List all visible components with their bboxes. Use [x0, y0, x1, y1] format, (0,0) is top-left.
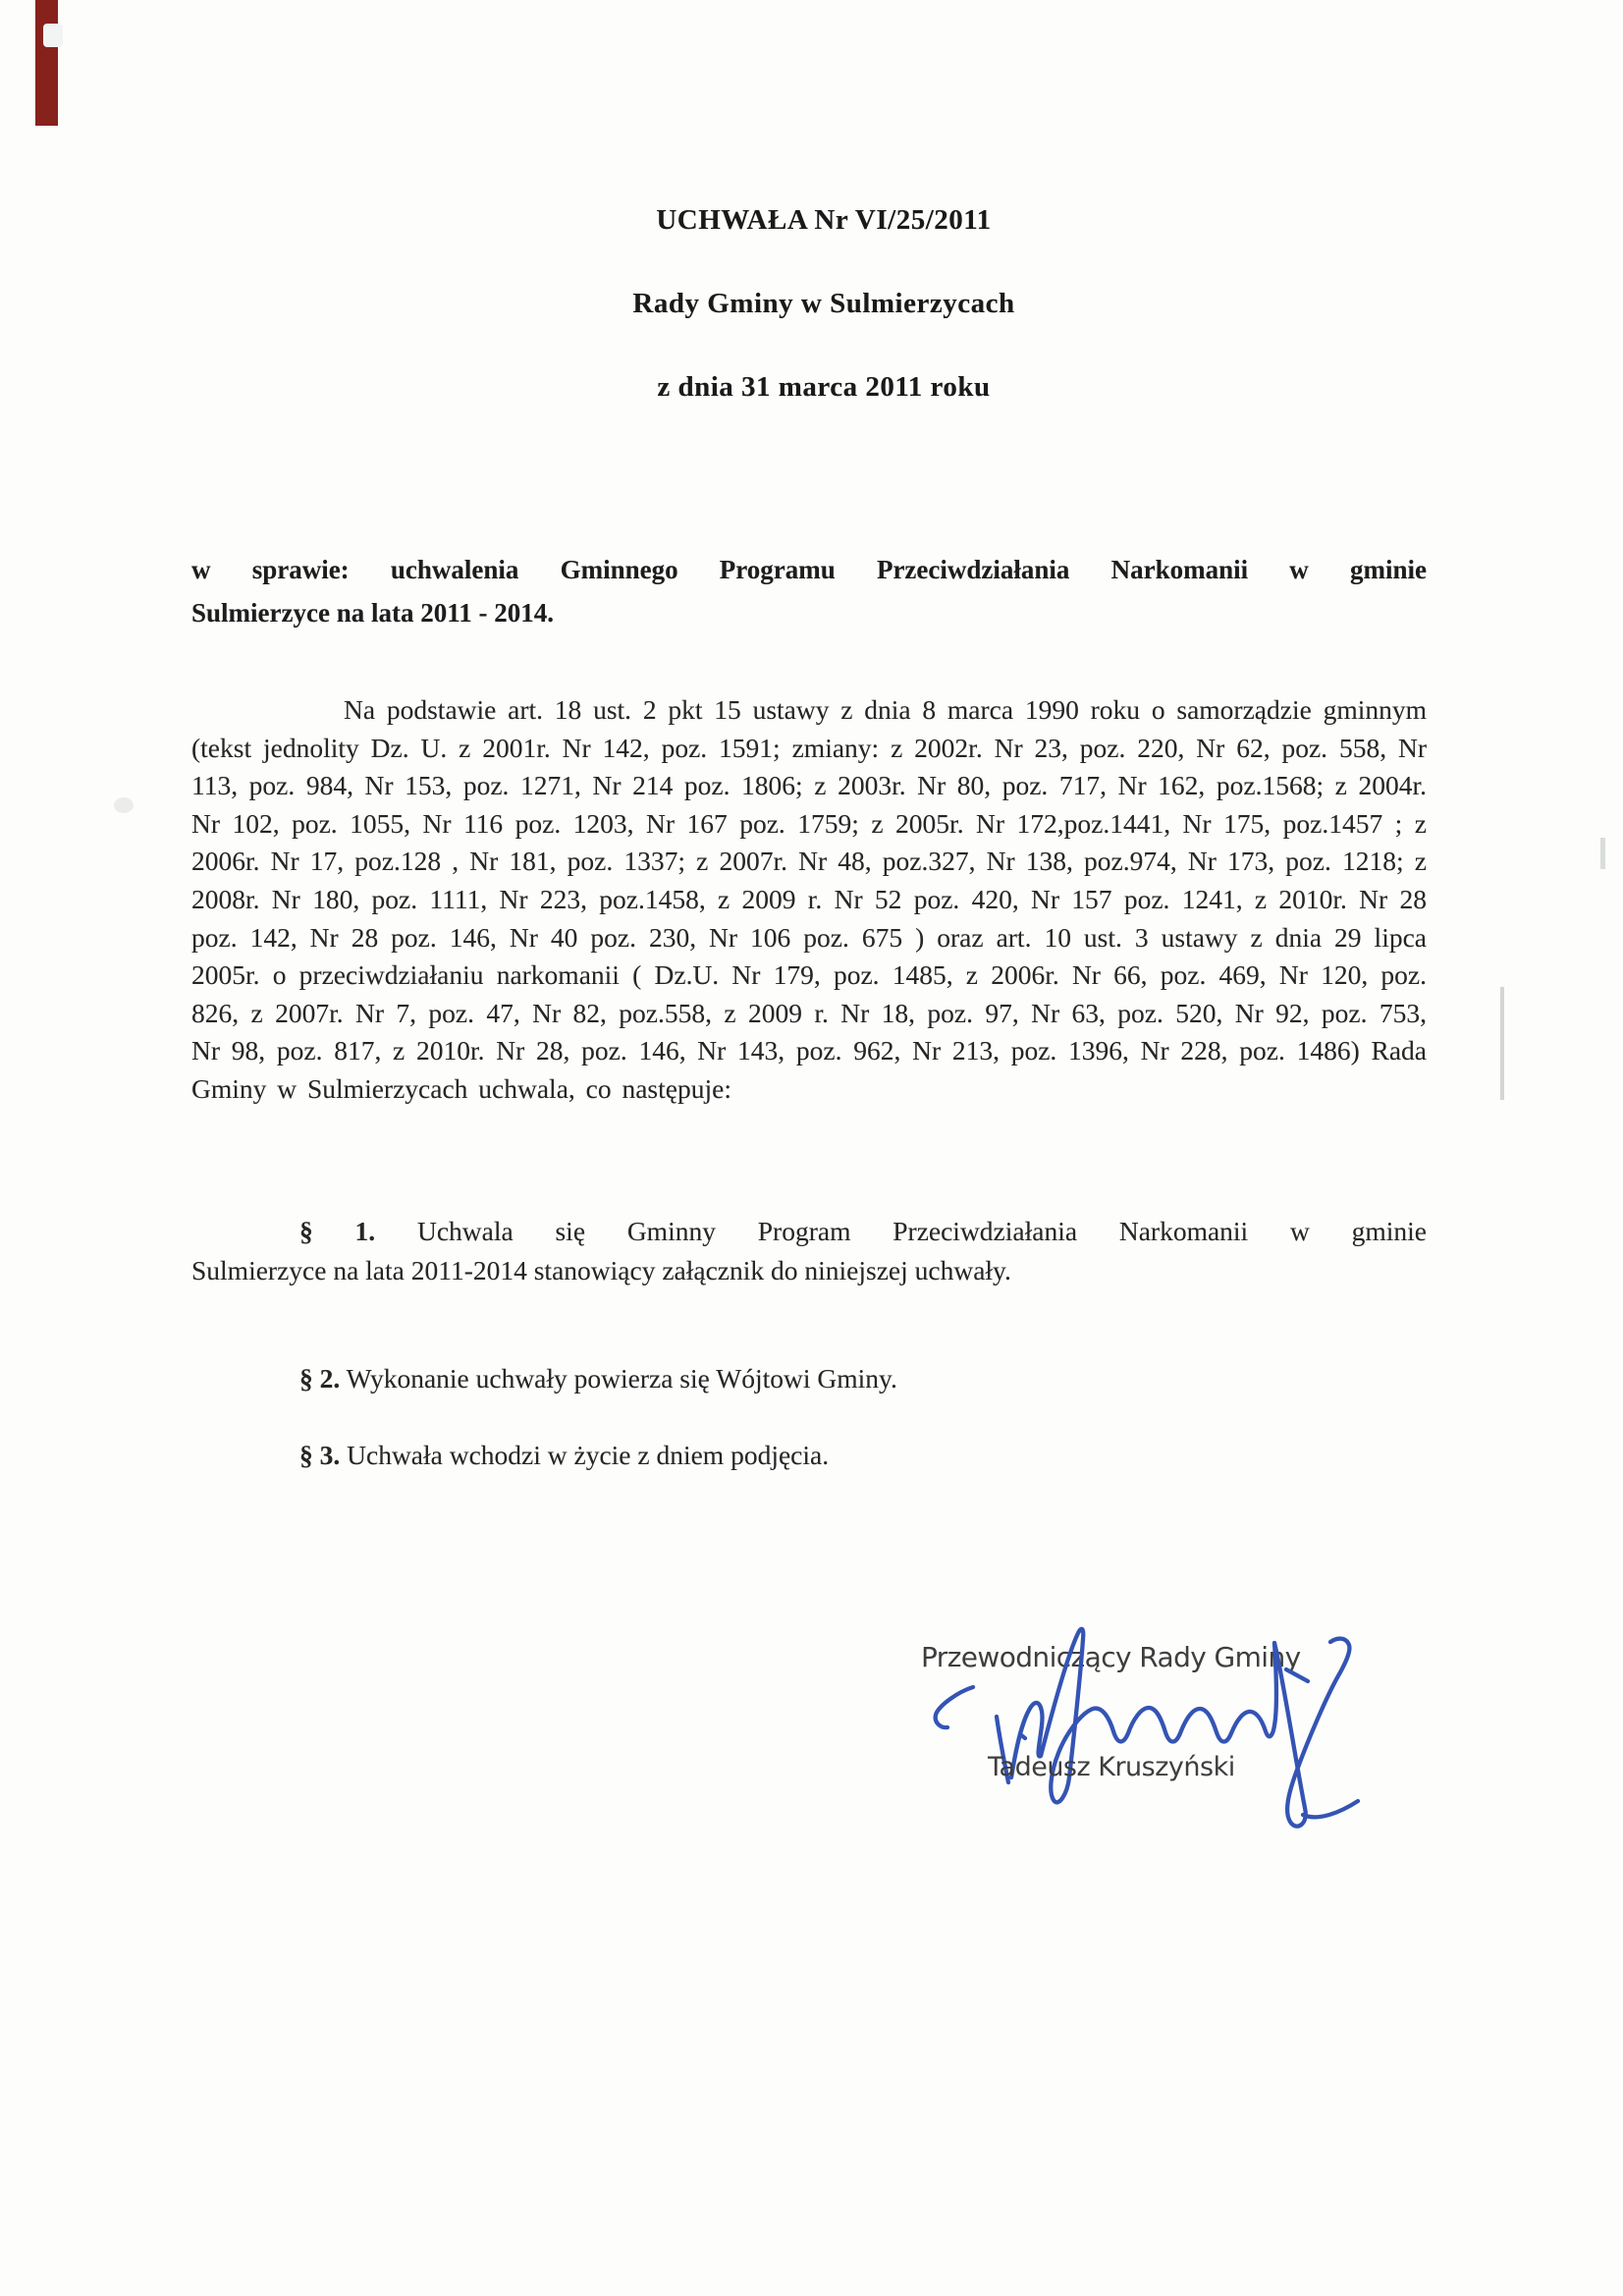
- section-1-line-1: [299, 1212, 1427, 1251]
- subject-line-2: Sulmierzyce na lata 2011 - 2014.: [191, 598, 554, 628]
- section-3-text: Uchwała wchodzi w życie z dniem podjęcia.: [347, 1440, 830, 1470]
- signature-stroke-flick: [1286, 1669, 1308, 1681]
- section-3: [191, 1436, 1427, 1475]
- signatory-role: Przewodniczący Rady Gminy: [921, 1641, 1301, 1673]
- scan-artifact-smudge-left: [114, 797, 134, 813]
- legal-basis-paragraph: Na podstawie art. 18 ust. 2 pkt 15 ustawy z dnia 8 marca 1990 roku o samorządzie gminnym (tekst jednolity Dz. U. z 2001r. Nr 142, poz. 1591; zmiany: z 2002r. Nr 23, poz. 220, Nr 62, poz. 558, Nr 113, poz. 984, Nr 153, poz. 1271, Nr 214 poz. 1806; z 2003r. Nr 80, poz. 717, Nr 162, poz.1568; z 2004r. Nr 102, poz. 1055, Nr 116 poz. 1203, Nr 167 poz. 1759; z 2005r. Nr 172,poz.1441, Nr 175, poz.1457 ; z 2006r. Nr 17, poz.128 , Nr 181, poz. 1337; z 2007r. Nr 48, poz.327, Nr 138, poz.974, Nr 173, poz. 1218; z 2008r. Nr 180, poz. 1111, Nr 223, poz.1458, z 2009 r. Nr 52 poz. 420, Nr 157 poz. 1241, z 2010r. Nr 28 poz. 142, Nr 28 poz. 146, Nr 40 poz. 230, Nr 106 poz. 675 ) oraz art. 10 ust. 3 ustawy z dnia 29 lipca 2005r. o przeciwdziałaniu narkomanii ( Dz.U. Nr 179, poz. 1485, z 2006r. Nr 66, poz. 469, Nr 120, poz. 826, z 2007r. Nr 7, poz. 47, Nr 82, poz.558, z 2009 r. Nr 18, poz. 97, Nr 63, poz. 520, Nr 92, poz. 753, Nr 98, poz. 817, z 2010r. Nr 28, poz. 146, Nr 143, poz. 962, Nr 213, poz. 1396, Nr 228, poz. 1486) Rada Gminy w Sulmierzycach uchwala, co następuje:: [191, 694, 1427, 1104]
- section-1-text: Uchwala się Gminny Program Przeciwdziałania Narkomanii w gminie: [416, 1216, 1428, 1246]
- council-name: Rady Gminy w Sulmierzycach: [632, 288, 1015, 319]
- section-1-line-2: Sulmierzyce na lata 2011-2014 stanowiący załącznik do niniejszej uchwały.: [191, 1255, 1011, 1285]
- section-3-line: [299, 1436, 1427, 1475]
- section-1: [191, 1212, 1427, 1290]
- section-1-marker: § 1.: [299, 1216, 376, 1246]
- section-2-text: Wykonanie uchwały powierza się Wójtowi Gminy.: [346, 1363, 897, 1394]
- signature-stroke-paren: [936, 1687, 973, 1727]
- section-2: [191, 1359, 1427, 1398]
- scan-artifact-edge-line: [1500, 987, 1504, 1100]
- subject-block: [191, 548, 1427, 634]
- handwritten-signature: [903, 1615, 1375, 1841]
- scan-artifact-edge-tick: [1600, 838, 1605, 869]
- section-2-line: [299, 1359, 1427, 1398]
- signatory-name: Tadeusz Kruszyński: [988, 1752, 1235, 1782]
- resolution-date: z dnia 31 marca 2011 roku: [657, 371, 991, 403]
- section-3-marker: § 3.: [299, 1440, 341, 1470]
- subject-line-1: w sprawie: uchwalenia Gminnego Programu Przeciwdziałania Narkomanii w gminie: [191, 555, 1427, 584]
- signature-stroke-loop: [1274, 1639, 1349, 1827]
- signature-stroke-tail: [1303, 1801, 1358, 1817]
- scan-artifact-smudge-top: [43, 24, 63, 47]
- section-2-marker: § 2.: [299, 1363, 341, 1394]
- scan-artifact-red-bar: [35, 0, 58, 126]
- title-block: [191, 202, 1427, 453]
- resolution-number: UCHWAŁA Nr VI/25/2011: [656, 204, 992, 236]
